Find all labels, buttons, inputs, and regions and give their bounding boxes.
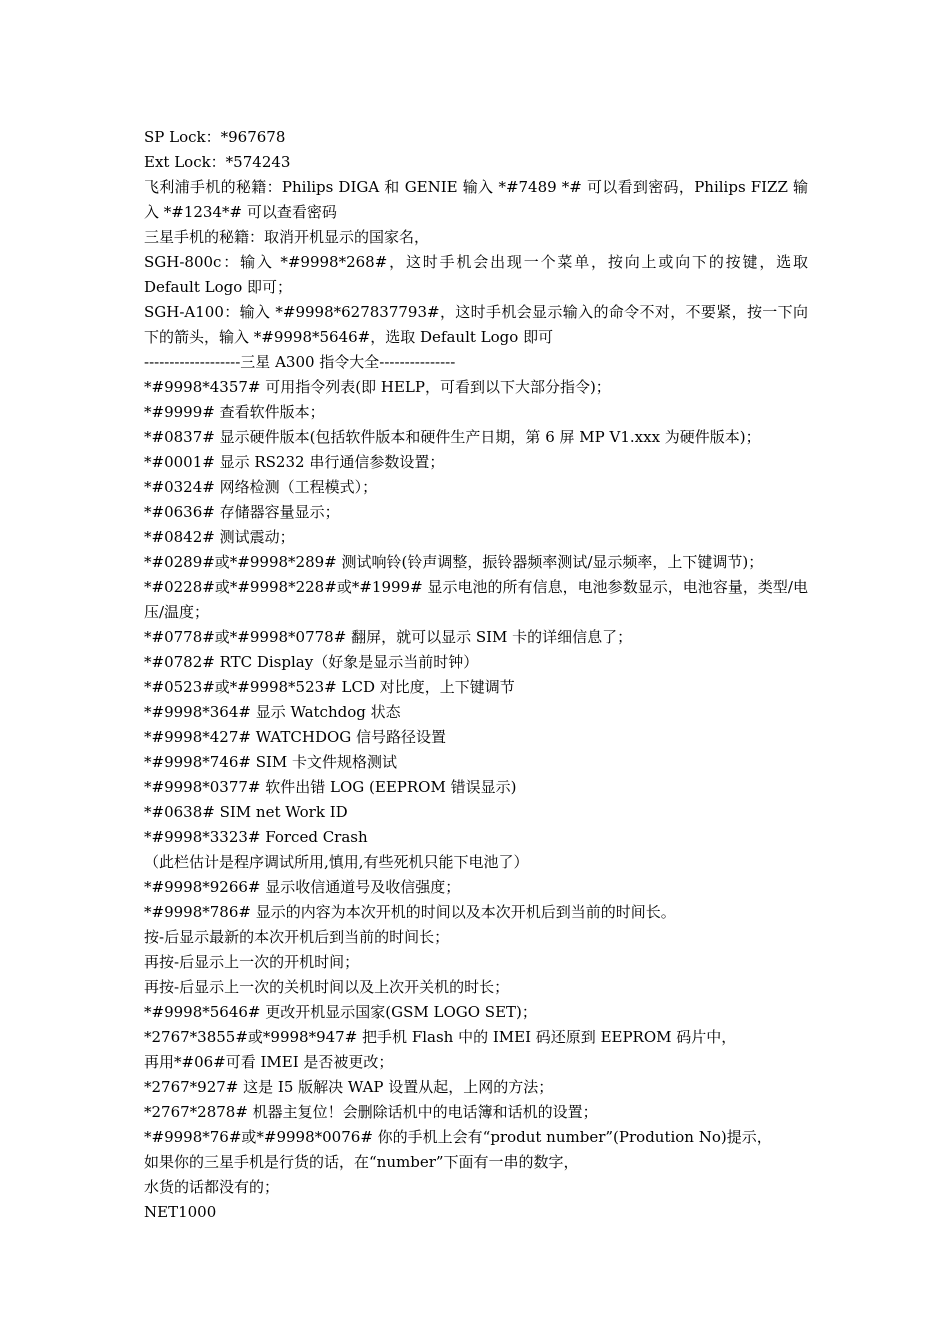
text-line: *#0638# SIM net Work ID — [144, 803, 348, 821]
text-line: *#0228#或*#9998*228#或*#1999# 显示电池的所有信息，电池参数显示，电池容量，类型/电压/温度； — [144, 578, 808, 621]
text-line: *#9998*746# SIM 卡文件规格测试 — [144, 753, 398, 771]
text-line: *#9998*0377# 软件出错 LOG (EEPROM 错误显示) — [144, 778, 517, 796]
text-line: NET1000 — [144, 1203, 217, 1221]
text-line: SGH-A100：输入 *#9998*627837793#，这时手机会显示输入的命令不对，不要紧，按一下向下的箭头，输入 *#9998*5646#，选取 Default Logo 即可 — [144, 303, 808, 346]
text-line: *#0324# 网络检测（工程模式）； — [144, 478, 378, 496]
text-line: *#9998*5646# 更改开机显示国家(GSM LOGO SET)； — [144, 1003, 537, 1021]
text-line: 再按-后显示上一次的开机时间； — [144, 953, 360, 971]
text-line: *#9998*364# 显示 Watchdog 状态 — [144, 703, 401, 721]
text-line: *2767*927# 这是 I5 版解决 WAP 设置从起，上网的方法； — [144, 1078, 554, 1096]
text-line: （此栏估计是程序调试所用,慎用,有些死机只能下电池了） — [144, 853, 529, 871]
text-line: 飞利浦手机的秘籍：Philips DIGA 和 GENIE 输入 *#7489 *# 可以看到密码，Philips FIZZ 输入 *#1234*# 可以查看密码 — [144, 178, 808, 221]
text-line: 再按-后显示上一次的关机时间以及上次开关机的时长； — [144, 978, 510, 996]
text-line: 水货的话都没有的； — [144, 1178, 280, 1196]
text-line: 三星手机的秘籍：取消开机显示的国家名， — [144, 228, 430, 246]
text-line: *#9998*3323# Forced Crash — [144, 828, 368, 846]
text-line: *#0636# 存储器容量显示； — [144, 503, 340, 521]
text-line: 再用*#06#可看 IMEI 是否被更改； — [144, 1053, 394, 1071]
text-line: *#0837# 显示硬件版本(包括软件版本和硬件生产日期，第 6 屏 MP V1.xxx 为硬件版本)； — [144, 428, 761, 446]
text-line: SP Lock：*967678 — [144, 128, 286, 146]
text-line: *#0289#或*#9998*289# 测试响铃(铃声调整，振铃器频率测试/显示频率，上下键调节)； — [144, 553, 764, 571]
section-heading: -------------------三星 A300 指令大全--------------- — [144, 353, 456, 371]
text-line: *#9998*427# WATCHDOG 信号路径设置 — [144, 728, 447, 746]
text-line: *#0782# RTC Display（好象是显示当前时钟） — [144, 653, 479, 671]
text-line: *#9998*4357# 可用指令列表(即 HELP，可看到以下大部分指令)； — [144, 378, 611, 396]
text-line: *2767*2878# 机器主复位！会删除话机中的电话簿和话机的设置； — [144, 1103, 598, 1121]
text-line: *#0778#或*#9998*0778# 翻屏，就可以显示 SIM 卡的详细信息了； — [144, 628, 633, 646]
text-line: *#9998*786# 显示的内容为本次开机的时间以及本次开机后到当前的时间长。 — [144, 903, 676, 921]
text-line: *#9998*76#或*#9998*0076# 你的手机上会有“produt number”(Prodution No)提示， — [144, 1128, 772, 1146]
text-line: 如果你的三星手机是行货的话，在“number”下面有一串的数字， — [144, 1153, 579, 1171]
text-line: SGH-800c：输入 *#9998*268#，这时手机会出现一个菜单，按向上或向下的按键，选取 Default Logo 即可； — [144, 253, 813, 296]
document-body — [144, 125, 813, 1225]
text-line: *#0523#或*#9998*523# LCD 对比度，上下键调节 — [144, 678, 515, 696]
text-line: 按-后显示最新的本次开机后到当前的时间长； — [144, 928, 450, 946]
text-line: *#0842# 测试震动； — [144, 528, 295, 546]
text-line: Ext Lock：*574243 — [144, 153, 291, 171]
text-line: *#0001# 显示 RS232 串行通信参数设置； — [144, 453, 445, 471]
text-line: *#9999# 查看软件版本； — [144, 403, 325, 421]
text-line: *#9998*9266# 显示收信通道号及收信强度； — [144, 878, 461, 896]
text-line: *2767*3855#或*9998*947# 把手机 Flash 中的 IMEI 码还原到 EEPROM 码片中， — [144, 1028, 737, 1046]
